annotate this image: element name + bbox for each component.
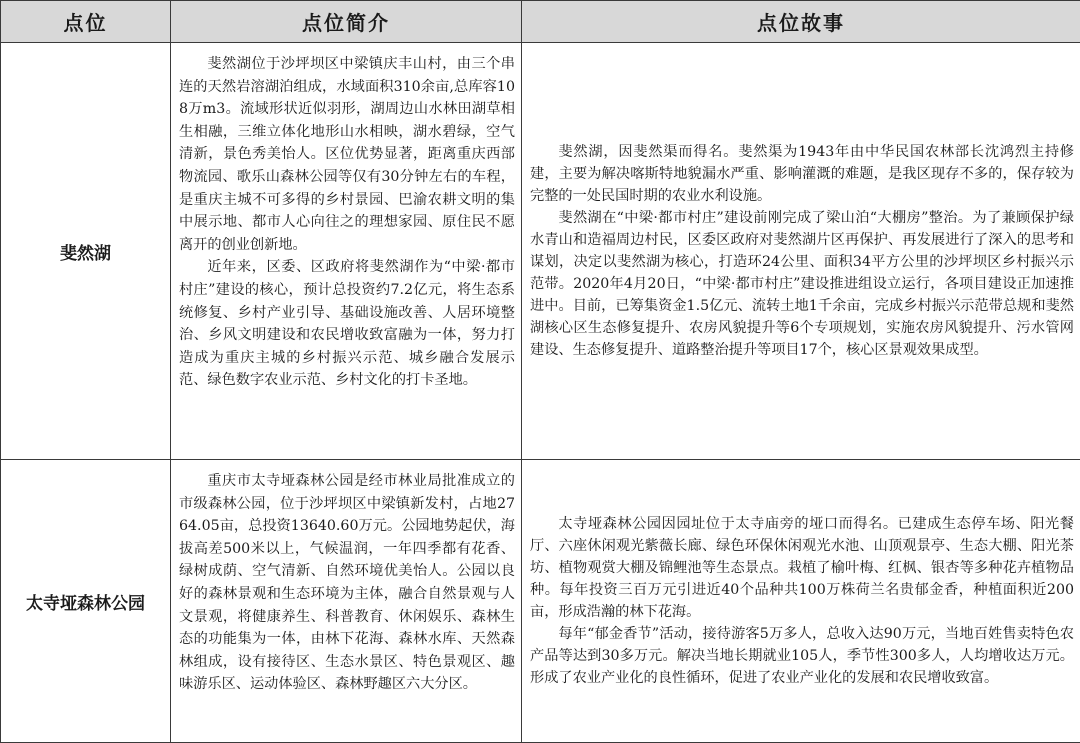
table-row-taisiya-forest-park xyxy=(1,460,1080,743)
spot-story xyxy=(522,43,1080,460)
story-paragraph: 斐然湖，因斐然渠而得名。斐然渠为1943年由中华民国农林部长沈鸿烈主持修建，主要为解决喀斯特地貌漏水严重、影响灌溉的难题，是我区现存不多的，保存较为完整的一处民国时期的农业水利设施。 xyxy=(530,144,1074,204)
intro-paragraph: 近年来，区委、区政府将斐然湖作为“中梁·都市村庄”建设的核心，预计总投资约7.2亿元，将生态系统修复、乡村产业引导、基础设施改善、人居环境整治、乡风文明建设和农民增收致富融为一体，努力打造成为重庆主城的乡村振兴示范、城乡融合发展示范、绿色数字农业示范、乡村文化的打卡圣地。 xyxy=(179,259,515,389)
story-paragraph: 每年“郁金香节”活动，接待游客5万多人，总收入达90万元，当地百姓售卖特色农产品等达到30多万元。解决当地长期就业105人，季节性300多人，人均增收达万元。形成了农业产业化的良性循环，促进了农业产业化的发展和农民增收致富。 xyxy=(530,626,1074,686)
header-story: 点位故事 xyxy=(522,1,1080,43)
spot-intro xyxy=(171,43,522,460)
story-paragraph: 斐然湖在“中梁·都市村庄”建设前刚完成了梁山泊“大棚房”整治。为了兼顾保护绿水青山和造福周边村民，区委区政府对斐然湖片区再保护、再发展进行了深入的思考和谋划，决定以斐然湖为核心，打造环24公里、面积34平方公里的沙坪坝区乡村振兴示范带。2020年4月20日，“中梁·都市村庄”建设推进组设立运行，各项目建设正加速推进中。目前，已筹集资金1.5亿元、流转土地1千余亩，完成乡村振兴示范带总规和斐然湖核心区生态修复提升、农房风貌提升等6个专项规划，实施农房风貌提升、污水管网建设、生态修复提升、道路整治提升等项目17个，核心区景观效果成型。 xyxy=(530,210,1074,358)
spot-name: 太寺垭森林公园 xyxy=(1,460,171,743)
header-row xyxy=(1,1,1080,43)
intro-paragraph: 重庆市太寺垭森林公园是经市林业局批准成立的市级森林公园，位于沙坪坝区中梁镇新发村，占地2764.05亩，总投资13640.60万元。公园地势起伏，海拔高差500米以上，气候温润，一年四季都有花香、绿树成荫、空气清新、自然环境优美怡人。公园以良好的森林景观和生态环境为主体，融合自然景观与人文景观，将健康养生、科普教育、休闲娱乐、森林生态的功能集为一体，由林下花海、森林水库、天然森林组成，设有接待区、生态水景区、特色景观区、趣味游乐区、运动体验区、森林野趣区六大分区。 xyxy=(179,473,515,693)
intro-paragraph: 斐然湖位于沙坪坝区中梁镇庆丰山村，由三个串连的天然岩溶湖泊组成，水域面积310余亩,总库容108万m3。流域形状近似羽形，湖周边山水林田湖草相生相融，三维立体化地形山水相映，湖水碧绿，空气清新，景色秀美怡人。区位优势显著，距离重庆西部物流园、歌乐山森林公园等仅有30分钟左右的车程，是重庆主城不可多得的乡村景园、巴渝农耕文明的集中展示地、都市人心向往之的理想家园、原住民不愿离开的创业创新地。 xyxy=(179,56,515,253)
header-name: 点位 xyxy=(1,1,171,43)
header-intro: 点位简介 xyxy=(171,1,522,43)
story-paragraph: 太寺垭森林公园因园址位于太寺庙旁的垭口而得名。已建成生态停车场、阳光餐厅、六座休闲观光紫薇长廊、绿色环保休闲观光水池、山顶观景亭、生态大棚、阳光茶坊、植物观赏大棚及锦鲤池等生态景点。栽植了榆叶梅、红枫、银杏等多种花卉植物品种。每年投资三百万元引进近40个品种共100万株荷兰名贵郁金香，种植面积近200亩，形成浩瀚的林下花海。 xyxy=(530,516,1074,620)
spot-story xyxy=(522,460,1080,743)
spot-intro xyxy=(171,460,522,743)
table-row-feiran-lake xyxy=(1,43,1080,460)
spot-name: 斐然湖 xyxy=(1,43,171,460)
